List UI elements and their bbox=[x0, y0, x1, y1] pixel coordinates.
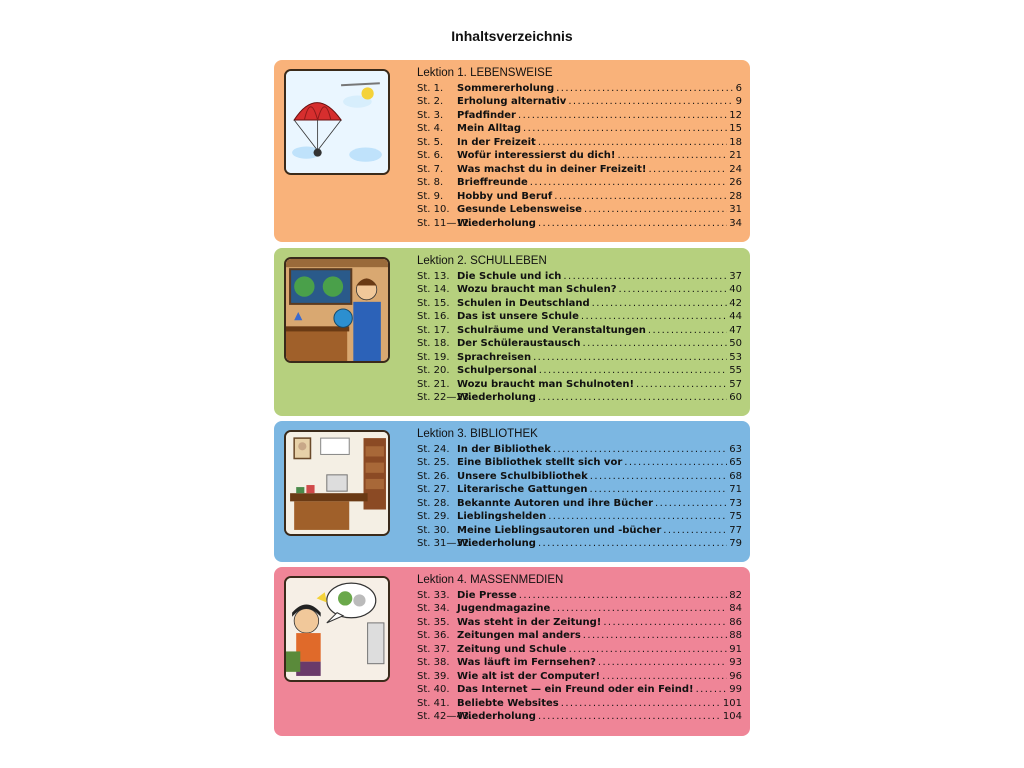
toc-row bbox=[417, 656, 742, 670]
section-title: Literarische Gattungen bbox=[457, 484, 588, 496]
section-number: St. 14. bbox=[417, 284, 450, 296]
toc-row bbox=[417, 696, 742, 710]
section-number: St. 19. bbox=[417, 351, 450, 363]
leader-dots bbox=[538, 137, 727, 149]
page-number: 44 bbox=[729, 311, 742, 323]
leader-dots bbox=[598, 657, 727, 669]
leader-dots bbox=[655, 498, 727, 510]
leader-dots bbox=[602, 671, 727, 683]
toc-row bbox=[417, 391, 742, 405]
toc-row bbox=[417, 323, 742, 337]
section-number: St. 25. bbox=[417, 457, 450, 469]
section-title: Wozu braucht man Schulen? bbox=[457, 284, 617, 296]
toc-row bbox=[417, 350, 742, 364]
section-title: In der Bibliothek bbox=[457, 443, 551, 455]
section-number: St. 33. bbox=[417, 589, 450, 601]
page-number: 65 bbox=[729, 457, 742, 469]
lesson-block-bibliothek bbox=[274, 421, 750, 562]
section-title: Pfadfinder bbox=[457, 109, 516, 121]
page-number: 15 bbox=[729, 123, 742, 135]
toc-row bbox=[417, 615, 742, 629]
leader-dots bbox=[556, 83, 733, 95]
toc-row bbox=[417, 469, 742, 483]
section-number: St. 5. bbox=[417, 136, 444, 148]
toc-row bbox=[417, 523, 742, 537]
section-number: St. 26. bbox=[417, 470, 450, 482]
page-number: 21 bbox=[729, 150, 742, 162]
section-title: Das Internet — ein Freund oder ein Feind! bbox=[457, 684, 694, 696]
page-number: 68 bbox=[729, 470, 742, 482]
section-number: St. 38. bbox=[417, 657, 450, 669]
page-number: 28 bbox=[729, 190, 742, 202]
page-number: 37 bbox=[729, 270, 742, 282]
section-title: Die Presse bbox=[457, 589, 517, 601]
leader-dots bbox=[539, 365, 727, 377]
section-title: Jugendmagazine bbox=[457, 603, 551, 615]
section-title: Zeitung und Schule bbox=[457, 643, 567, 655]
page-number: 77 bbox=[729, 524, 742, 536]
toc-row bbox=[417, 629, 742, 643]
section-number: St. 3. bbox=[417, 109, 444, 121]
page-number: 50 bbox=[729, 338, 742, 350]
toc-row bbox=[417, 537, 742, 551]
toc-row bbox=[417, 176, 742, 190]
section-number: St. 34. bbox=[417, 603, 450, 615]
toc-row bbox=[417, 283, 742, 297]
page-title: Inhaltsverzeichnis bbox=[451, 28, 573, 44]
lesson-block-schulleben bbox=[274, 248, 750, 416]
section-number: St. 13. bbox=[417, 270, 450, 282]
section-title: Das ist unsere Schule bbox=[457, 311, 579, 323]
section-title: Schulpersonal bbox=[457, 365, 537, 377]
leader-dots bbox=[518, 110, 727, 122]
section-title: Schulräume und Veranstaltungen bbox=[457, 324, 646, 336]
section-number: St. 18. bbox=[417, 338, 450, 350]
leader-dots bbox=[561, 698, 721, 710]
leader-dots bbox=[552, 603, 727, 615]
toc-row bbox=[417, 377, 742, 391]
page-number: 71 bbox=[729, 484, 742, 496]
section-title: Hobby und Beruf bbox=[457, 190, 553, 202]
section-number: St. 2. bbox=[417, 96, 444, 108]
section-title: In der Freizeit bbox=[457, 136, 536, 148]
page-number: 6 bbox=[735, 82, 742, 94]
toc-row bbox=[417, 122, 742, 136]
page-number: 86 bbox=[729, 616, 742, 628]
page-number: 57 bbox=[729, 378, 742, 390]
toc-row bbox=[417, 189, 742, 203]
leader-dots bbox=[624, 457, 727, 469]
leader-dots bbox=[530, 177, 728, 189]
leader-dots bbox=[569, 644, 728, 656]
section-number: St. 42—43. bbox=[417, 711, 473, 723]
page-number: 63 bbox=[729, 443, 742, 455]
toc-row bbox=[417, 442, 742, 456]
section-title: Was läuft im Fernsehen? bbox=[457, 657, 596, 669]
teacher-globe-illustration bbox=[284, 257, 390, 363]
toc-row bbox=[417, 149, 742, 163]
page-number: 34 bbox=[729, 218, 742, 230]
lesson-block-lebensweise bbox=[274, 60, 750, 242]
section-number: St. 7. bbox=[417, 163, 444, 175]
lesson-rows bbox=[417, 81, 742, 230]
section-title: Sommererholung bbox=[457, 82, 555, 94]
lesson-heading: Lektion 2. SCHULLEBEN bbox=[417, 255, 547, 267]
section-title: Die Schule und ich bbox=[457, 270, 562, 282]
section-number: St. 17. bbox=[417, 324, 450, 336]
section-number: St. 31—32. bbox=[417, 538, 473, 550]
section-title: Wiederholung bbox=[457, 711, 536, 723]
leader-dots bbox=[590, 471, 727, 483]
page-number: 101 bbox=[722, 697, 742, 709]
section-title: Zeitungen mal anders bbox=[457, 630, 581, 642]
leader-dots bbox=[548, 511, 727, 523]
lesson-heading: Lektion 4. MASSENMEDIEN bbox=[417, 574, 564, 586]
section-title: Schulen in Deutschland bbox=[457, 297, 590, 309]
section-title: Mein Alltag bbox=[457, 123, 522, 135]
girl-tv-illustration bbox=[284, 576, 390, 682]
page-number: 47 bbox=[729, 324, 742, 336]
toc-row bbox=[417, 337, 742, 351]
toc-row bbox=[417, 135, 742, 149]
parachute-illustration bbox=[284, 69, 390, 175]
leader-dots bbox=[584, 204, 727, 216]
page-number: 88 bbox=[729, 630, 742, 642]
section-number: St. 30. bbox=[417, 524, 450, 536]
leader-dots bbox=[592, 298, 728, 310]
toc-row bbox=[417, 203, 742, 217]
page-number: 9 bbox=[735, 96, 742, 108]
toc-row bbox=[417, 710, 742, 724]
lesson-block-massenmedien bbox=[274, 567, 750, 736]
page-number: 60 bbox=[729, 392, 742, 404]
page-number: 12 bbox=[729, 109, 742, 121]
section-number: St. 24. bbox=[417, 443, 450, 455]
section-number: St. 20. bbox=[417, 365, 450, 377]
section-title: Sprachreisen bbox=[457, 351, 532, 363]
section-title: Wie alt ist der Computer! bbox=[457, 670, 601, 682]
leader-dots bbox=[553, 444, 727, 456]
toc-row bbox=[417, 296, 742, 310]
section-number: St. 4. bbox=[417, 123, 444, 135]
page-number: 75 bbox=[729, 511, 742, 523]
leader-dots bbox=[648, 164, 727, 176]
lesson-rows bbox=[417, 442, 742, 550]
section-number: St. 6. bbox=[417, 150, 444, 162]
section-title: Eine Bibliothek stellt sich vor bbox=[457, 457, 623, 469]
section-title: Beliebte Websites bbox=[457, 697, 559, 709]
toc-row bbox=[417, 95, 742, 109]
section-number: St. 35. bbox=[417, 616, 450, 628]
page-number: 96 bbox=[729, 670, 742, 682]
toc-row bbox=[417, 162, 742, 176]
section-number: St. 11—12. bbox=[417, 218, 473, 230]
lesson-rows bbox=[417, 269, 742, 404]
leader-dots bbox=[603, 617, 727, 629]
leader-dots bbox=[523, 123, 727, 135]
section-number: St. 37. bbox=[417, 643, 450, 655]
section-title: Wofür interessierst du dich! bbox=[457, 150, 616, 162]
toc-row bbox=[417, 483, 742, 497]
lesson-rows bbox=[417, 588, 742, 723]
section-title: Brieffreunde bbox=[457, 177, 528, 189]
section-number: St. 22—23. bbox=[417, 392, 473, 404]
lesson-heading: Lektion 1. LEBENSWEISE bbox=[417, 67, 553, 79]
leader-dots bbox=[538, 392, 727, 404]
section-number: St. 10. bbox=[417, 204, 450, 216]
section-number: St. 9. bbox=[417, 190, 444, 202]
page-number: 82 bbox=[729, 589, 742, 601]
leader-dots bbox=[538, 711, 721, 723]
page-number: 42 bbox=[729, 297, 742, 309]
section-title: Was machst du in deiner Freizeit! bbox=[457, 163, 647, 175]
page-number: 26 bbox=[729, 177, 742, 189]
section-number: St. 41. bbox=[417, 697, 450, 709]
section-title: Wiederholung bbox=[457, 538, 536, 550]
leader-dots bbox=[589, 484, 727, 496]
section-number: St. 8. bbox=[417, 177, 444, 189]
page-number: 18 bbox=[729, 136, 742, 148]
section-number: St. 1. bbox=[417, 82, 444, 94]
leader-dots bbox=[538, 218, 727, 230]
section-number: St. 29. bbox=[417, 511, 450, 523]
leader-dots bbox=[533, 352, 727, 364]
section-number: St. 39. bbox=[417, 670, 450, 682]
toc-row bbox=[417, 588, 742, 602]
section-title: Was steht in der Zeitung! bbox=[457, 616, 602, 628]
leader-dots bbox=[554, 191, 727, 203]
page-number: 93 bbox=[729, 657, 742, 669]
section-number: St. 36. bbox=[417, 630, 450, 642]
toc-row bbox=[417, 496, 742, 510]
toc-row bbox=[417, 108, 742, 122]
leader-dots bbox=[696, 684, 728, 696]
leader-dots bbox=[581, 311, 727, 323]
leader-dots bbox=[563, 271, 727, 283]
section-number: St. 16. bbox=[417, 311, 450, 323]
page-number: 55 bbox=[729, 365, 742, 377]
leader-dots bbox=[663, 525, 727, 537]
section-number: St. 40. bbox=[417, 684, 450, 696]
page-number: 104 bbox=[722, 711, 742, 723]
section-number: St. 28. bbox=[417, 497, 450, 509]
toc-row bbox=[417, 456, 742, 470]
section-title: Erholung alternativ bbox=[457, 96, 567, 108]
section-number: St. 27. bbox=[417, 484, 450, 496]
toc-row bbox=[417, 81, 742, 95]
page-number: 53 bbox=[729, 351, 742, 363]
leader-dots bbox=[617, 150, 727, 162]
leader-dots bbox=[583, 630, 727, 642]
toc-row bbox=[417, 216, 742, 230]
toc-row bbox=[417, 310, 742, 324]
toc-row bbox=[417, 510, 742, 524]
section-title: Wiederholung bbox=[457, 392, 536, 404]
leader-dots bbox=[582, 338, 727, 350]
leader-dots bbox=[619, 284, 728, 296]
leader-dots bbox=[568, 96, 733, 108]
page-number: 79 bbox=[729, 538, 742, 550]
leader-dots bbox=[519, 590, 728, 602]
section-title: Der Schüleraustausch bbox=[457, 338, 581, 350]
page-number: 24 bbox=[729, 163, 742, 175]
section-title: Unsere Schulbibliothek bbox=[457, 470, 588, 482]
section-title: Meine Lieblingsautoren und -bücher bbox=[457, 524, 662, 536]
section-number: St. 21. bbox=[417, 378, 450, 390]
page-number: 99 bbox=[729, 684, 742, 696]
toc-row bbox=[417, 642, 742, 656]
library-illustration bbox=[284, 430, 390, 536]
section-title: Wozu braucht man Schulnoten! bbox=[457, 378, 635, 390]
leader-dots bbox=[636, 379, 727, 391]
leader-dots bbox=[538, 538, 727, 550]
section-title: Wiederholung bbox=[457, 218, 536, 230]
section-title: Lieblingshelden bbox=[457, 511, 547, 523]
toc-row bbox=[417, 683, 742, 697]
section-title: Gesunde Lebensweise bbox=[457, 204, 582, 216]
page-number: 91 bbox=[729, 643, 742, 655]
leader-dots bbox=[648, 325, 727, 337]
page-number: 40 bbox=[729, 284, 742, 296]
toc-row bbox=[417, 669, 742, 683]
page-number: 84 bbox=[729, 603, 742, 615]
toc-row bbox=[417, 602, 742, 616]
toc-row bbox=[417, 364, 742, 378]
section-number: St. 15. bbox=[417, 297, 450, 309]
page-number: 31 bbox=[729, 204, 742, 216]
section-title: Bekannte Autoren und ihre Bücher bbox=[457, 497, 654, 509]
lesson-heading: Lektion 3. BIBLIOTHEK bbox=[417, 428, 538, 440]
page-number: 73 bbox=[729, 497, 742, 509]
toc-row bbox=[417, 269, 742, 283]
